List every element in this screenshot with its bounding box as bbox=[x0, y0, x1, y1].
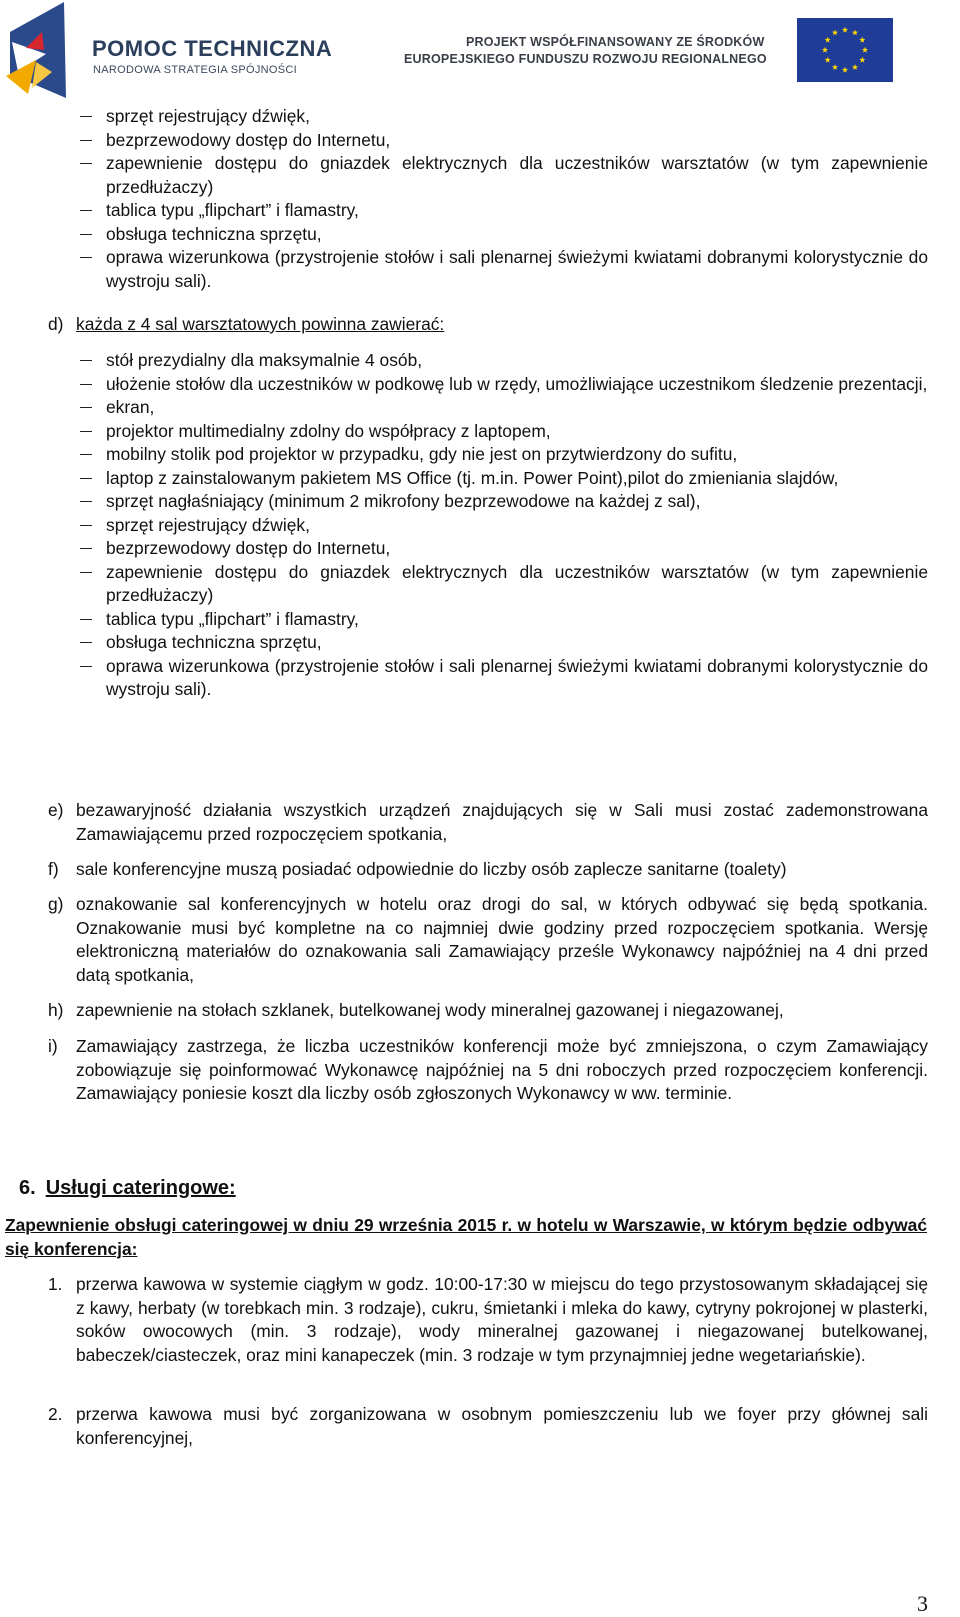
page-number: 3 bbox=[917, 1591, 928, 1616]
equipment-list-top bbox=[0, 105, 960, 293]
logo-subtitle: NARODOWA STRATEGIA SPÓJNOŚCI bbox=[93, 64, 297, 76]
workshop-room-list bbox=[0, 349, 960, 702]
list-item: zapewnienie dostępu do gniazdek elektrycznych dla uczestników warsztatów (w tym zapewnienie przedłużaczy) bbox=[0, 152, 928, 199]
logo-title: POMOC TECHNICZNA bbox=[92, 36, 333, 61]
list-item: oprawa wizerunkowa (przystrojenie stołów i sali plenarnej świeżymi kwiatami dobranymi kolorystycznie do wystroju sali). bbox=[0, 655, 928, 702]
list-item: stół prezydialny dla maksymalnie 4 osób, bbox=[0, 349, 928, 373]
project-line-2: EUROPEJSKIEGO FUNDUSZU ROZWOJU REGIONALNEGO bbox=[404, 52, 767, 66]
item-e bbox=[0, 799, 960, 846]
item-marker: h) bbox=[48, 1000, 64, 1020]
item-marker: 1. bbox=[48, 1274, 63, 1294]
item-d bbox=[0, 313, 960, 337]
eu-flag-icon bbox=[797, 18, 893, 82]
item-marker: f) bbox=[48, 859, 59, 879]
item-text: sale konferencyjne muszą posiadać odpowiednie do liczby osób zaplecze sanitarne (toalety) bbox=[76, 859, 787, 879]
page-header bbox=[0, 0, 960, 100]
item-marker: i) bbox=[48, 1036, 58, 1056]
list-item: obsługa techniczna sprzętu, bbox=[0, 223, 928, 247]
item-f bbox=[0, 858, 960, 882]
list-item: sprzęt nagłaśniający (minimum 2 mikrofony bezprzewodowe na każdej z sal), bbox=[0, 490, 928, 514]
item-text: przerwa kawowa w systemie ciągłym w godz. 10:00-17:30 w miejscu do tego przystosowanym składającej się z kawy, herbaty (w torebkach min. 3 rodzaje), cukru, śmietanki i mleka do kawy, cytryny pokrojonej w plasterki, soków owocowych (min. 3 rodzaje), wody mineralnej gazowanej i niegazowanej butelkowanej, babeczek/ciasteczek, oraz mini kanapeczek (min. 3 rodzaje w tym przynajmniej jedne wegetariańskie). bbox=[76, 1274, 928, 1365]
section-title: Usługi cateringowe: bbox=[45, 1177, 236, 1199]
list-item: laptop z zainstalowanym pakietem MS Office (tj. m.in. Power Point),pilot do zmieniania slajdów, bbox=[0, 467, 928, 491]
list-item: projektor multimedialny zdolny do współpracy z laptopem, bbox=[0, 420, 928, 444]
item-h bbox=[0, 999, 960, 1023]
item-marker: e) bbox=[48, 800, 64, 820]
section-number: 6. bbox=[19, 1177, 36, 1199]
item-text: bezawaryjność działania wszystkich urządzeń znajdujących się w Sali musi zostać zademonstrowana Zamawiającemu przed rozpoczęciem spotkania, bbox=[76, 800, 928, 844]
item-text: Zamawiający zastrzega, że liczba uczestników konferencji może być zmniejszona, o czym Zamawiający zobowiązuje się poinformować Wykonawcę najpóźniej na 5 dni roboczych przed rozpoczęciem konferencji. Zamawiający poniesie koszt dla liczby osób zgłoszonych Wykonawcy w ww. terminie. bbox=[76, 1036, 928, 1103]
catering-item-2 bbox=[0, 1403, 960, 1450]
item-g bbox=[0, 893, 960, 987]
project-line-1: PROJEKT WSPÓŁFINANSOWANY ZE ŚRODKÓW bbox=[466, 35, 765, 49]
list-item: ułożenie stołów dla uczestników w podkowę lub w rzędy, umożliwiające uczestnikom śledzenie prezentacji, bbox=[0, 373, 928, 397]
item-i bbox=[0, 1035, 960, 1106]
list-item: obsługa techniczna sprzętu, bbox=[0, 631, 928, 655]
item-marker: d) bbox=[48, 314, 64, 334]
list-item: ekran, bbox=[0, 396, 928, 420]
item-text: zapewnienie na stołach szklanek, butelkowanej wody mineralnej gazowanej i niegazowanej, bbox=[76, 1000, 784, 1020]
list-item: tablica typu „flipchart” i flamastry, bbox=[0, 199, 928, 223]
item-text: oznakowanie sal konferencyjnych w hotelu oraz drogi do sal, w których odbywać się będą spotkania. Oznakowanie musi być kompletne na co najmniej dwie godziny przed rozpoczęciem spotkania. Wersję elektroniczną materiałów do oznakowania sali Zamawiający prześle Wykonawcy najpóźniej na 4 dni przed datą spotkania, bbox=[76, 894, 928, 985]
list-item: sprzęt rejestrujący dźwięk, bbox=[0, 514, 928, 538]
list-item: zapewnienie dostępu do gniazdek elektrycznych dla uczestników warsztatów (w tym zapewnienie przedłużaczy) bbox=[0, 561, 928, 608]
list-item: mobilny stolik pod projektor w przypadku, gdy nie jest on przytwierdzony do sufitu, bbox=[0, 443, 928, 467]
section-6-heading bbox=[19, 1177, 236, 1201]
pomoc-techniczna-logo-icon bbox=[6, 2, 78, 98]
list-item: oprawa wizerunkowa (przystrojenie stołów i sali plenarnej świeżymi kwiatami dobranymi kolorystycznie do wystroju sali). bbox=[0, 246, 928, 293]
catering-intro: Zapewnienie obsługi cateringowej w dniu 29 września 2015 r. w hotelu w Warszawie, w którym będzie odbywać się konferencja: bbox=[5, 1215, 927, 1259]
item-marker: 2. bbox=[48, 1404, 63, 1424]
list-item: sprzęt rejestrujący dźwięk, bbox=[0, 105, 928, 129]
list-item: tablica typu „flipchart” i flamastry, bbox=[0, 608, 928, 632]
list-item: bezprzewodowy dostęp do Internetu, bbox=[0, 537, 928, 561]
item-marker: g) bbox=[48, 894, 64, 914]
catering-item-1 bbox=[0, 1273, 960, 1367]
list-item: bezprzewodowy dostęp do Internetu, bbox=[0, 129, 928, 153]
item-d-text: każda z 4 sal warsztatowych powinna zawierać: bbox=[76, 314, 445, 334]
item-text: przerwa kawowa musi być zorganizowana w osobnym pomieszczeniu lub we foyer przy głównej sali konferencyjnej, bbox=[76, 1404, 928, 1448]
